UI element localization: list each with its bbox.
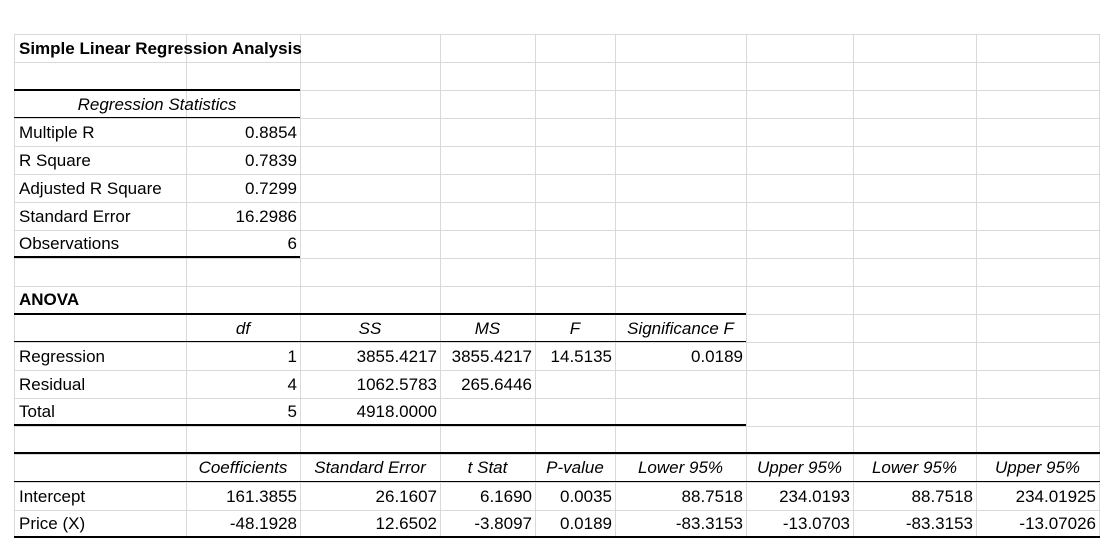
- anova-row-label: Residual: [19, 375, 86, 394]
- coef-cell: 26.1607: [375, 487, 437, 506]
- coef-cell: 88.7518: [911, 487, 973, 506]
- anova-row-label: Regression: [19, 347, 105, 366]
- anova-cell-df: 5: [287, 402, 297, 421]
- stat-value: 0.8854: [245, 123, 297, 142]
- anova-cell-ss: 1062.5783: [356, 375, 437, 394]
- table-border: [14, 481, 1100, 482]
- stat-label: Standard Error: [19, 207, 131, 226]
- stat-label: R Square: [19, 151, 91, 170]
- stat-label: Multiple R: [19, 123, 95, 142]
- stat-value: 0.7299: [245, 179, 297, 198]
- anova-header-ms: MS: [474, 319, 501, 338]
- spreadsheet-grid: [14, 34, 1100, 538]
- coef-cell: 0.0035: [560, 487, 612, 506]
- gridline: [14, 258, 1100, 259]
- anova-cell-ms: 3855.4217: [451, 347, 532, 366]
- coef-header: Coefficients: [198, 458, 288, 477]
- coef-cell: 0.0189: [560, 514, 612, 533]
- coef-header: Upper 95%: [994, 458, 1081, 477]
- stat-label: Adjusted R Square: [19, 179, 162, 198]
- anova-header-f: F: [569, 319, 581, 338]
- coef-cell: 234.0193: [779, 487, 850, 506]
- anova-cell-ms: 265.6446: [461, 375, 532, 394]
- anova-row-label: Total: [19, 402, 55, 421]
- gridline: [14, 62, 1100, 63]
- stat-value: 0.7839: [245, 151, 297, 170]
- anova-title: ANOVA: [19, 290, 80, 309]
- coef-header: Lower 95%: [637, 458, 724, 477]
- coef-cell: -13.0703: [782, 514, 850, 533]
- sheet-title: Simple Linear Regression Analysis: [19, 39, 302, 58]
- anova-cell-df: 1: [287, 347, 297, 366]
- coef-cell: 161.3855: [226, 487, 297, 506]
- coef-cell: -83.3153: [675, 514, 743, 533]
- coef-row-label: Intercept: [19, 487, 86, 506]
- regression-statistics-header: Regression Statistics: [77, 95, 237, 114]
- coef-header: Lower 95%: [871, 458, 958, 477]
- coef-cell: 88.7518: [681, 487, 743, 506]
- anova-cell-ss: 4918.0000: [356, 402, 437, 421]
- anova-cell-ss: 3855.4217: [356, 347, 437, 366]
- coef-cell: 234.01925: [1015, 487, 1096, 506]
- anova-cell-significance-f: 0.0189: [691, 347, 743, 366]
- anova-header-ss: SS: [358, 319, 382, 338]
- stat-value: 16.2986: [235, 207, 297, 226]
- anova-cell-f: 14.5135: [550, 347, 612, 366]
- anova-header-significance-f: Significance F: [627, 319, 734, 338]
- coef-header: Standard Error: [314, 458, 426, 477]
- coef-cell: 6.1690: [480, 487, 532, 506]
- stat-label: Observations: [19, 234, 120, 253]
- coef-header: t Stat: [467, 458, 508, 477]
- coef-row-label: Price (X): [19, 514, 86, 533]
- anova-cell-df: 4: [287, 375, 297, 394]
- coef-header: Upper 95%: [756, 458, 843, 477]
- gridline: [14, 426, 1100, 427]
- coef-header: P-value: [546, 458, 604, 477]
- coef-cell: -83.3153: [905, 514, 973, 533]
- coef-cell: -3.8097: [474, 514, 532, 533]
- anova-header-df: df: [235, 319, 251, 338]
- coef-cell: 12.6502: [375, 514, 437, 533]
- coef-cell: -48.1928: [229, 514, 297, 533]
- stat-value: 6: [287, 234, 297, 253]
- coef-cell: -13.07026: [1019, 514, 1096, 533]
